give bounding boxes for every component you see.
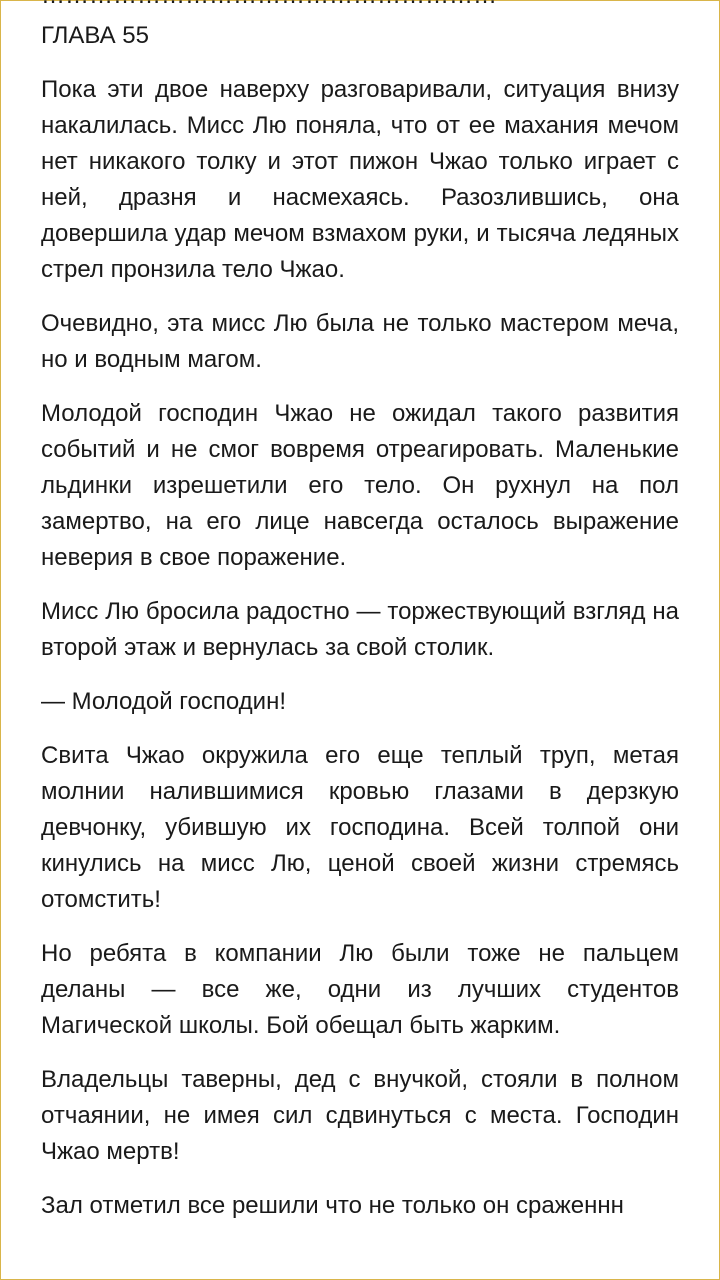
paragraph: Молодой господин Чжао не ожидал такого развития событий и не смог вовремя отреагировать. Маленькие льдинки изрешетили его тело. Он рухнул на пол замертво, на его лице навсегда осталось выражение неверия в свое поражение. bbox=[41, 400, 679, 571]
previous-text-fragment bbox=[41, 0, 679, 14]
paragraph: Пока эти двое наверху разговаривали, ситуация внизу накалилась. Мисс Лю поняла, что от ее махания мечом нет никакого толку и этот пижон Чжао только играет с ней, дразня и насмехаясь. Разозлившись, она довершила удар мечом взмахом руки, и тысяча ледяных стрел пронзила тело Чжао. bbox=[41, 76, 679, 283]
paragraph: Но ребята в компании Лю были тоже не пальцем деланы — все же, одни из лучших студентов Магической школы. Бой обещал быть жарким. bbox=[41, 940, 679, 1039]
paragraph: — Молодой господин! bbox=[41, 688, 286, 715]
paragraph: Очевидно, эта мисс Лю была не только мастером меча, но и водным магом. bbox=[41, 310, 679, 373]
paragraph: Владельцы таверны, дед с внучкой, стояли в полном отчаянии, не имея сил сдвинуться с места. Господин Чжао мертв! bbox=[41, 1066, 679, 1165]
paragraph-cut-off: Зал отметил все решили что не только он сраженнн bbox=[41, 1192, 624, 1219]
reader-content[interactable] bbox=[41, 0, 679, 1242]
paragraph: Свита Чжао окружила его еще теплый труп, метая молнии налившимися кровью глазами в дерзкую девчонку, убившую их господина. Всей толпой они кинулись на мисс Лю, ценой своей жизни стремясь отомстить! bbox=[41, 742, 679, 913]
paragraph: Мисс Лю бросила радостно — торжествующий взгляд на второй этаж и вернулась за свой столик. bbox=[41, 598, 679, 661]
chapter-title: ГЛАВА 55 bbox=[41, 22, 149, 49]
